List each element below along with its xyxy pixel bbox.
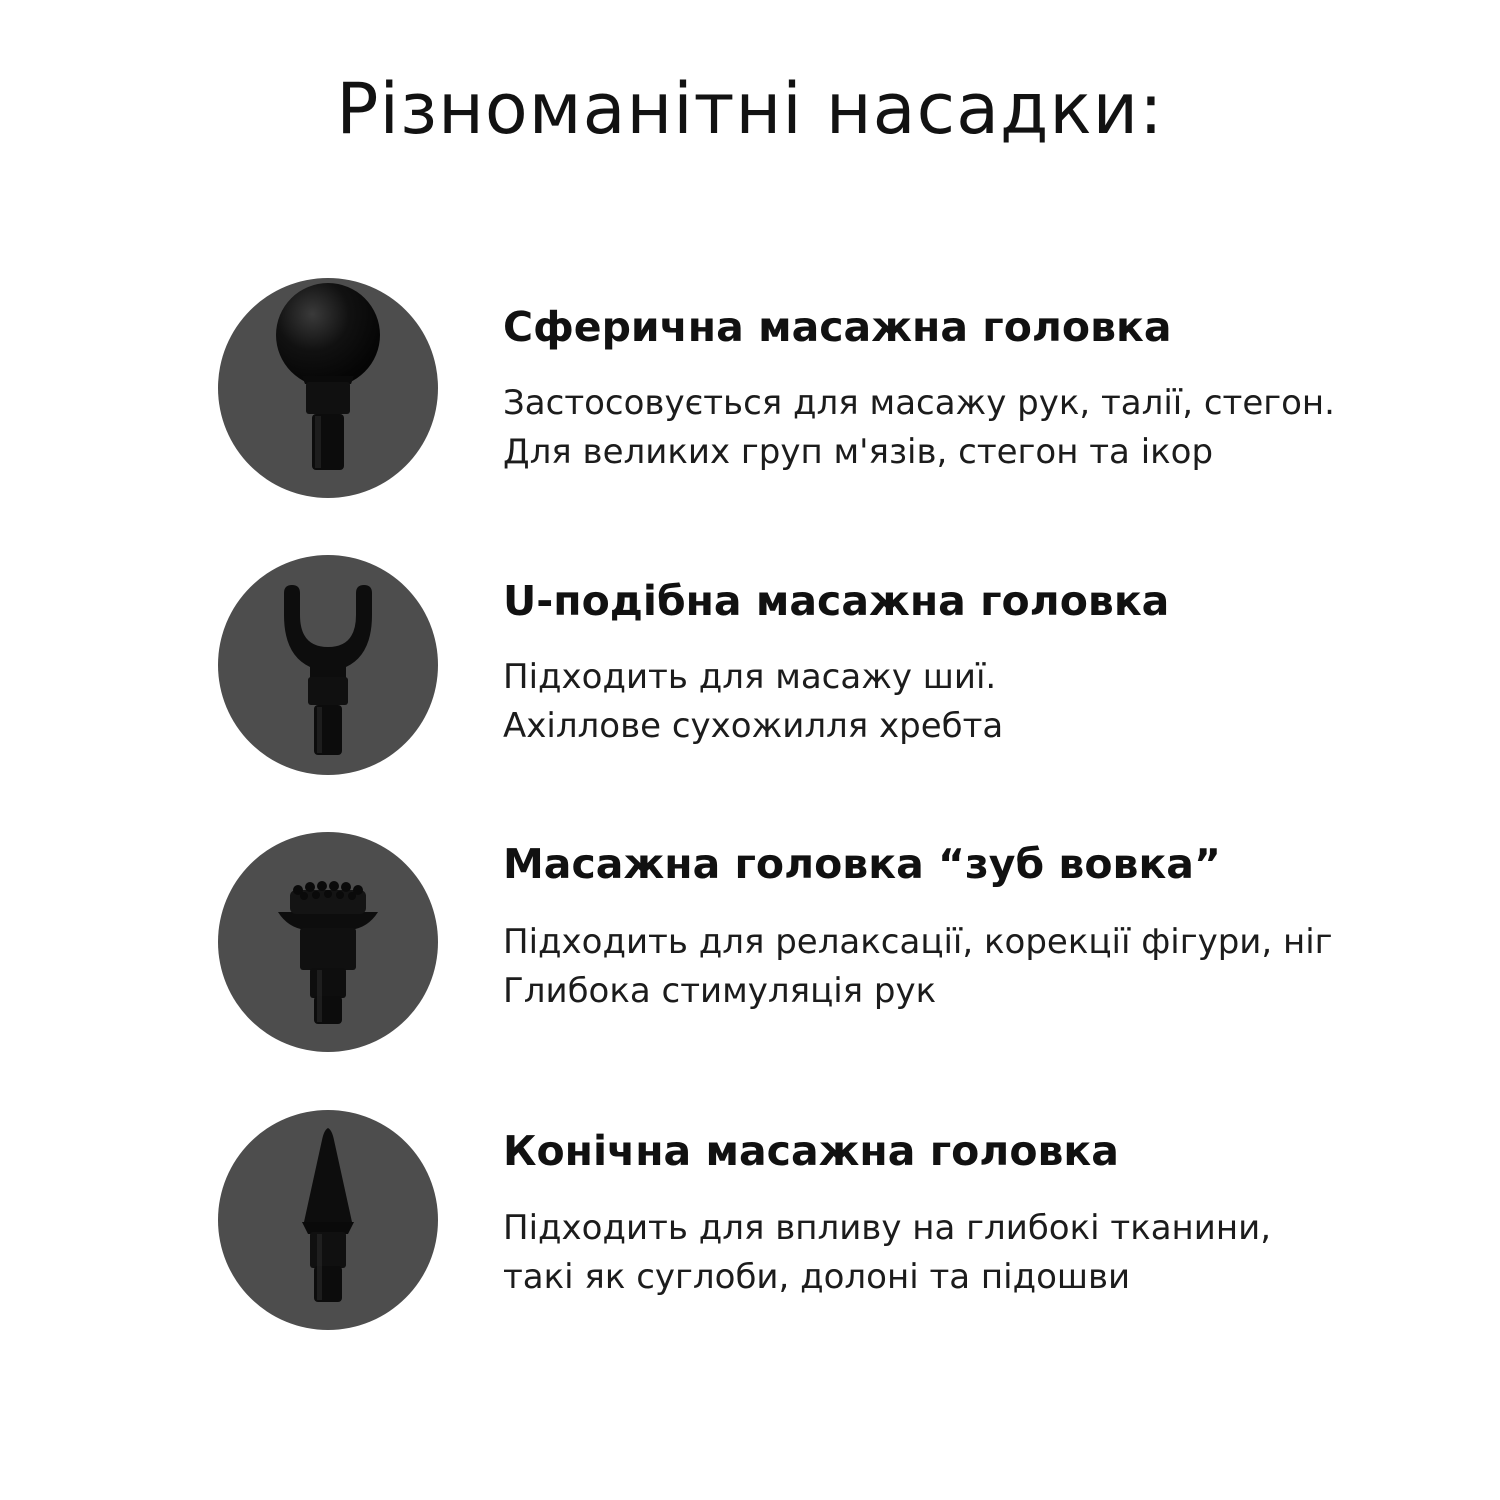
attachment-title: Сферична масажна головка <box>503 303 1172 351</box>
attachment-description-line: Застосовується для масажу рук, талії, стегон. <box>503 383 1335 423</box>
attachment-description-line: такі як суглоби, долоні та підошви <box>503 1257 1131 1297</box>
attachment-icon-circle <box>218 832 438 1052</box>
attachment-title: U-подібна масажна головка <box>503 577 1170 625</box>
sphere-head-icon <box>218 278 438 498</box>
attachment-description-line: Підходить для впливу на глибокі тканини, <box>503 1208 1272 1248</box>
attachment-title: Конічна масажна головка <box>503 1127 1119 1175</box>
page-title: Різноманітні насадки: <box>336 68 1164 150</box>
attachment-description-line: Ахіллове сухожилля хребта <box>503 706 1004 746</box>
attachment-description-line: Підходить для масажу шиї. <box>503 657 997 697</box>
cone-head-icon <box>218 1110 438 1330</box>
attachment-icon-circle <box>218 555 438 775</box>
attachment-item-wolf-tooth <box>0 832 1500 1072</box>
attachment-description-line: Для великих груп м'язів, стегон та ікор <box>503 432 1214 472</box>
attachment-title: Масажна головка “зуб вовка” <box>503 840 1221 888</box>
attachment-icon-circle <box>218 278 438 498</box>
attachment-description-line: Глибока стимуляція рук <box>503 971 937 1011</box>
wolf-tooth-head-icon <box>218 832 438 1052</box>
u-shaped-head-icon <box>218 555 438 775</box>
attachment-item-sphere <box>0 278 1500 518</box>
attachment-description-line: Підходить для релаксації, корекції фігури, ніг <box>503 922 1333 962</box>
attachment-icon-circle <box>218 1110 438 1330</box>
attachment-item-cone <box>0 1110 1500 1350</box>
attachment-item-u-shaped <box>0 555 1500 795</box>
